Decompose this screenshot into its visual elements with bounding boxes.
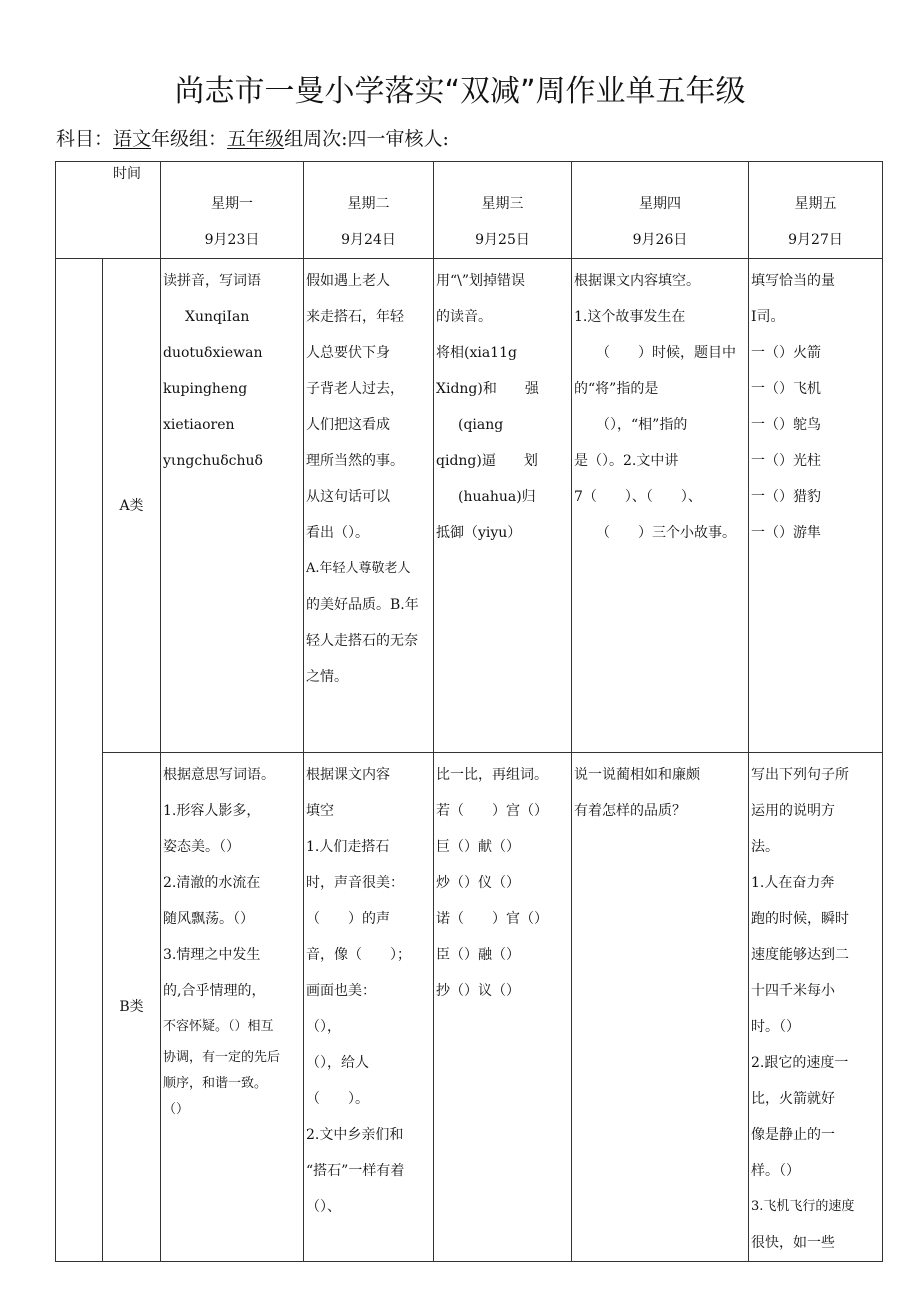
task-line: 的“将”指的是: [574, 381, 659, 397]
task-line: 时，声音很美：: [306, 875, 404, 891]
task-line: 运用的说明方: [751, 803, 835, 819]
task-b-fri: [749, 753, 883, 1262]
task-line: 7（ ）、（ ）、: [574, 489, 702, 505]
task-b-wed: [434, 753, 572, 1262]
task-line: “搭石”一样有着: [306, 1163, 405, 1179]
category-b-label: B类: [103, 753, 161, 1262]
task-line: 一（）游隼: [751, 525, 821, 541]
task-line: 说一说蔺相如和廉颇: [574, 767, 700, 783]
task-line: 人们把这看成: [306, 417, 390, 433]
task-line: 跑的时候，瞬时: [751, 911, 849, 927]
task-line: (qiang: [458, 417, 504, 433]
homework-table: [55, 161, 883, 1262]
task-line: I司。: [751, 309, 785, 325]
task-line: 人总要伏下身: [306, 345, 390, 361]
task-line: 1.这个故事发生在: [574, 309, 686, 325]
task-line: 抄（）议（）: [436, 983, 520, 999]
task-line: 根据课文内容: [306, 767, 390, 783]
day-name: 星期五: [794, 196, 837, 212]
day-header-mon: [161, 162, 304, 259]
task-a-mon: [161, 259, 304, 753]
time-corner-cell: [56, 162, 161, 259]
task-line: 随风飘荡。（）: [163, 911, 254, 927]
task-line: 速度能够达到二: [751, 947, 849, 963]
task-line: 像是静止的一: [751, 1127, 835, 1143]
task-b-mon: [161, 753, 304, 1262]
task-line: 3.飞机飞行的速度: [751, 1199, 855, 1214]
time-label: 时间: [113, 166, 141, 182]
task-line: 协调，有一定的先后: [163, 1050, 281, 1065]
task-line: 若（ ）宫（）: [436, 803, 548, 819]
task-line: 姿态美。（）: [163, 839, 240, 855]
task-line: 看出（）。: [306, 525, 369, 541]
day-date: 9月23日: [204, 232, 260, 248]
task-line: 1.人在奋力奔: [751, 875, 835, 891]
task-line: yιngchuδchuδ: [163, 453, 263, 469]
day-date: 9月26日: [632, 232, 688, 248]
day-name: 星期一: [211, 196, 253, 212]
task-a-fri: [749, 259, 883, 753]
task-line: 臣（）融（）: [436, 947, 520, 963]
task-line: 诺（ ）官（）: [436, 911, 548, 927]
task-line: （ ）。: [306, 1091, 369, 1107]
task-line: 之情。: [306, 669, 348, 685]
task-line: 巨（）献（）: [436, 839, 520, 855]
day-date: 9月24日: [341, 232, 396, 248]
page-title: 尚志市一曼小学落实“双减”周作业单五年级: [174, 74, 746, 109]
task-line: 一（）鸵鸟: [751, 417, 821, 433]
task-line: 的,合乎情理的，: [163, 983, 266, 999]
task-line: （）、: [306, 1199, 341, 1215]
task-line: 不容怀疑。（）相互: [163, 1019, 274, 1034]
task-a-thu: [572, 259, 749, 753]
task-line: 根据课文内容填空。: [574, 273, 700, 289]
task-line: 一（）猎豹: [751, 489, 821, 505]
task-line: 法。: [751, 839, 779, 855]
task-line: 一（）火箭: [751, 345, 821, 361]
task-line: 是（）。2.文中讲: [574, 453, 679, 469]
week-reviewer-label: 组周次:四一审核人:: [284, 128, 449, 150]
day-date: 9月27日: [788, 232, 843, 248]
day-header-fri: [749, 162, 883, 259]
task-line: XunqiIan: [185, 309, 250, 325]
category-b-row: [56, 753, 883, 1262]
task-a-tue: [304, 259, 434, 753]
day-name: 星期四: [639, 196, 681, 212]
task-line: （），给人: [306, 1055, 369, 1071]
day-name: 星期二: [347, 196, 390, 212]
task-b-tue: [304, 753, 434, 1262]
task-line: 1.形容人影多，: [163, 803, 261, 819]
category-a-row: [56, 259, 883, 753]
task-line: 将相(xia11g: [436, 345, 517, 361]
task-line: 十四千米每小: [751, 983, 835, 999]
task-line: 来走搭石，年轻: [306, 309, 404, 325]
task-line: 子背老人过去，: [306, 381, 404, 397]
task-line: (huahua)归: [458, 489, 536, 505]
task-line: Xidng)和 强: [436, 381, 539, 397]
task-line: （ ）三个小故事。: [596, 525, 736, 541]
task-line: 音，像（ ）；: [306, 947, 411, 963]
day-date: 9月25日: [475, 232, 530, 248]
grade-label: 年级组：: [151, 128, 228, 150]
task-line: 一（）飞机: [751, 381, 821, 397]
task-line: 轻人走搭石的无奈: [306, 633, 418, 649]
day-name: 星期三: [481, 196, 524, 212]
task-line: 的美好品质。B.年: [306, 597, 419, 613]
subject-label: 科目：: [56, 128, 114, 150]
task-line: （），“相”指的: [596, 417, 688, 433]
task-line: qidng)逼 划: [436, 453, 538, 469]
category-a-label: A类: [103, 259, 161, 753]
day-header-wed: [434, 162, 572, 259]
task-line: 很快，如一些: [751, 1235, 835, 1251]
subject-value: 语文: [113, 128, 152, 150]
task-line: 画面也美：: [306, 983, 376, 999]
task-line: 时。（）: [751, 1019, 800, 1035]
task-line: 根据意思写词语。: [163, 767, 275, 783]
task-line: 填空: [306, 803, 334, 819]
grade-value: 五年级: [227, 128, 285, 150]
task-line: 读拼音，写词语: [163, 273, 261, 289]
task-line: 填写恰当的量: [751, 273, 835, 289]
task-line: 假如遇上老人: [306, 273, 390, 289]
task-line: （ ）的声: [306, 911, 390, 927]
task-line: xietiaoren: [163, 417, 235, 433]
task-line: 比一比，再组词。: [436, 767, 548, 783]
task-line: （），: [306, 1019, 341, 1035]
task-a-wed: [434, 259, 572, 753]
task-line: 写出下列句子所: [751, 767, 849, 783]
task-line: 2.跟它的速度一: [751, 1055, 849, 1071]
task-line: 从这句话可以: [306, 489, 390, 505]
task-b-thu: [572, 753, 749, 1262]
task-line: 一（）光柱: [751, 453, 821, 469]
task-line: A.年轻人尊敬老人: [306, 561, 411, 576]
task-line: 比，火箭就好: [751, 1091, 835, 1107]
task-line: 理所当然的事。: [306, 453, 404, 469]
task-line: 1.人们走搭石: [306, 839, 390, 855]
task-line: （ ）时候，题目中: [596, 345, 736, 361]
header-row: [56, 162, 883, 259]
task-line: 样。（）: [751, 1163, 800, 1179]
task-line: 有着怎样的品质？: [574, 803, 686, 819]
task-line: 3.情理之中发生: [163, 947, 261, 963]
task-line: duotuδxiewan: [163, 345, 263, 361]
task-line: 抵御（yiyu）: [436, 525, 522, 541]
task-line: 用“\”划掉错误: [436, 273, 526, 289]
task-line: 2.文中乡亲们和: [306, 1127, 404, 1143]
task-line: 顺序，和谐一致。: [163, 1076, 268, 1091]
day-header-tue: [304, 162, 434, 259]
task-line: 2.清澈的水流在: [163, 875, 261, 891]
task-line: 炒（）仪（）: [436, 875, 520, 891]
task-line: kupingheng: [163, 381, 248, 397]
day-header-thu: [572, 162, 749, 259]
task-line: 的读音。: [436, 309, 492, 325]
task-line: （）: [163, 1102, 190, 1117]
blank-left-cell: [56, 259, 103, 1262]
meta-line: [56, 124, 449, 151]
